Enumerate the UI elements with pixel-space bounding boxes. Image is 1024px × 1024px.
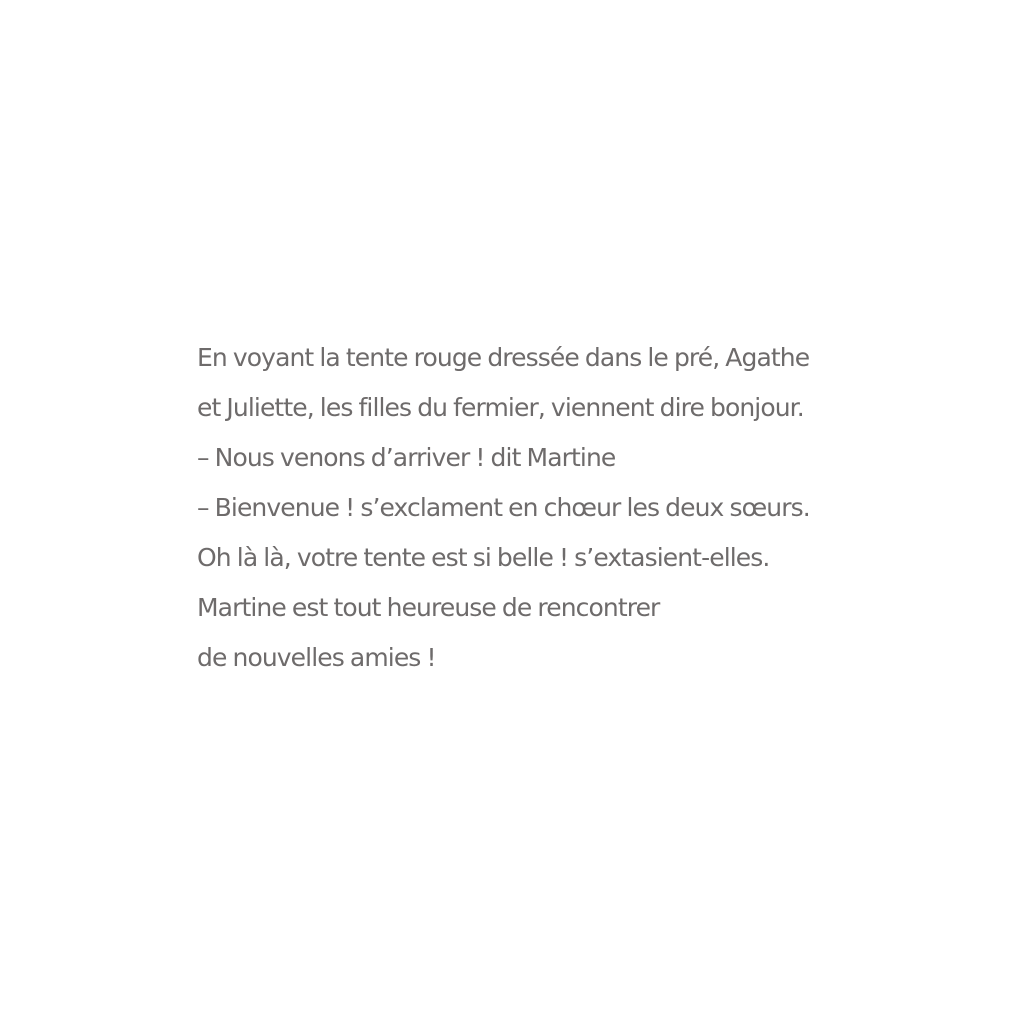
story-line-1: En voyant la tente rouge dressée dans le pré, Agathe: [197, 343, 810, 372]
story-text: [197, 333, 897, 683]
story-line-4: – Bienvenue ! s’exclament en chœur les deux sœurs.: [197, 493, 810, 522]
story-line-2: et Juliette, les filles du fermier, viennent dire bonjour.: [197, 393, 804, 422]
story-line-5: Oh là là, votre tente est si belle ! s’extasient-elles.: [197, 543, 770, 572]
story-line-7: de nouvelles amies !: [197, 643, 436, 672]
story-line-3: – Nous venons d’arriver ! dit Martine: [197, 443, 616, 472]
story-line-6: Martine est tout heureuse de rencontrer: [197, 593, 660, 622]
